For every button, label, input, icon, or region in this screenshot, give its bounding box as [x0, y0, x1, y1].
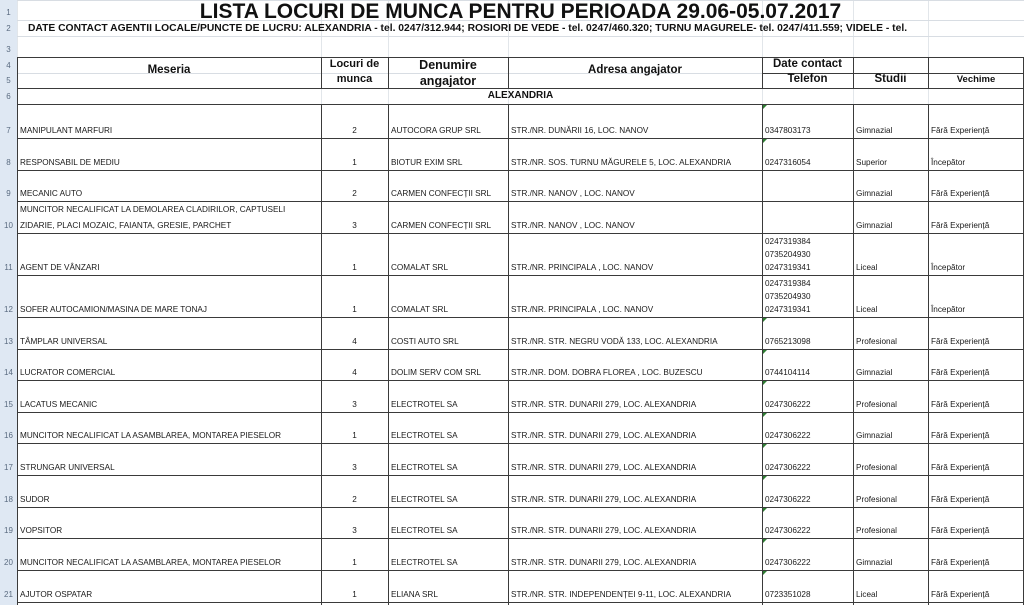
number-as-text-indicator-icon: [763, 571, 767, 575]
cell-vechime[interactable]: Fără Experiență: [931, 463, 990, 472]
cell-angajator[interactable]: ELECTROTEL SA: [391, 558, 458, 567]
header-adresa[interactable]: Adresa angajator: [588, 64, 682, 76]
cell-locuri[interactable]: 1: [352, 158, 357, 167]
cell-adresa[interactable]: STR./NR. STR. DUNARII 279, LOC. ALEXANDRIA: [511, 558, 697, 567]
cell-locuri[interactable]: 1: [352, 590, 357, 599]
cell-angajator[interactable]: CARMEN CONFECȚII SRL: [391, 221, 492, 230]
cell-locuri[interactable]: 4: [352, 337, 357, 346]
row-number[interactable]: 13: [4, 337, 13, 346]
cell-vechime[interactable]: Fără Experiență: [931, 590, 990, 599]
cell-studii[interactable]: Gimnazial: [856, 221, 893, 230]
table-border: [17, 104, 18, 605]
cell-locuri[interactable]: 2: [352, 189, 357, 198]
cell-locuri[interactable]: 1: [352, 263, 357, 272]
cell-studii[interactable]: Profesional: [856, 495, 897, 504]
cell-locuri[interactable]: 2: [352, 126, 357, 135]
number-as-text-indicator-icon: [763, 539, 767, 543]
cell-meseria[interactable]: SOFER AUTOCAMION/MASINA DE MARE TONAJ: [20, 305, 207, 314]
cell-vechime[interactable]: Începător: [931, 305, 966, 314]
cell-studii[interactable]: Liceal: [856, 263, 878, 272]
cell-angajator[interactable]: ELECTROTEL SA: [391, 526, 458, 535]
cell-vechime[interactable]: Începător: [931, 158, 966, 167]
cell-angajator[interactable]: COSTI AUTO SRL: [391, 337, 459, 346]
cell-meseria[interactable]: STRUNGAR UNIVERSAL: [20, 463, 115, 472]
number-as-text-indicator-icon: [763, 476, 767, 480]
cell-angajator[interactable]: ELECTROTEL SA: [391, 400, 458, 409]
cell-locuri[interactable]: 3: [352, 221, 357, 230]
cell-locuri[interactable]: 3: [352, 526, 357, 535]
number-as-text-indicator-icon: [763, 105, 767, 109]
number-as-text-indicator-icon: [763, 413, 767, 417]
cell-vechime[interactable]: Începător: [931, 263, 966, 272]
cell-angajator[interactable]: BIOTUR EXIM SRL: [391, 158, 463, 167]
cell-studii[interactable]: Gimnazial: [856, 368, 893, 377]
header-telefon[interactable]: Telefon: [787, 73, 828, 85]
row-number[interactable]: 20: [4, 558, 13, 567]
table-border: [17, 138, 1024, 139]
row-number[interactable]: 6: [6, 92, 11, 101]
row-number[interactable]: 3: [6, 45, 11, 54]
table-border: [17, 349, 1024, 350]
cell-studii[interactable]: Profesional: [856, 337, 897, 346]
cell-adresa[interactable]: STR./NR. STR. DUNARII 279, LOC. ALEXANDRIA: [511, 431, 697, 440]
table-border: [762, 104, 763, 605]
cell-adresa[interactable]: STR./NR. STR. DUNARII 279, LOC. ALEXANDRIA: [511, 526, 697, 535]
row-number[interactable]: 1: [6, 8, 11, 17]
cell-meseria[interactable]: MUNCITOR NECALIFICAT LA ASAMBLAREA, MONTAREA PIESELOR: [20, 558, 282, 567]
table-border: [17, 170, 1024, 171]
cell-angajator[interactable]: ELECTROTEL SA: [391, 431, 458, 440]
cell-locuri[interactable]: 1: [352, 558, 357, 567]
cell-telefon[interactable]: 0247319384: [765, 279, 811, 288]
table-border: [17, 412, 1024, 413]
row-number[interactable]: 19: [4, 526, 13, 535]
header-locuri-line1[interactable]: Locuri de: [329, 58, 380, 70]
cell-meseria[interactable]: RESPONSABIL DE MEDIU: [20, 158, 120, 167]
cell-angajator[interactable]: AUTOCORA GRUP SRL: [391, 126, 481, 135]
table-border: [321, 104, 322, 605]
table-border: [17, 602, 1024, 603]
cell-meseria[interactable]: LACATUS MECANIC: [20, 400, 98, 409]
cell-meseria[interactable]: MANIPULANT MARFURI: [20, 126, 113, 135]
cell-vechime[interactable]: Fără Experiență: [931, 337, 990, 346]
contact-subtitle: DATE CONTACT AGENTII LOCALE/PUNCTE DE LUCRU: ALEXANDRIA - tel. 0247/312.944; ROSIORI DE VEDE - tel. 0247/460.320; TURNU MAGURELE- tel. 0247/411.559; VIDELE - tel.: [28, 23, 908, 34]
table-border: [508, 104, 509, 605]
table-border: [17, 201, 1024, 202]
cell-studii[interactable]: Gimnazial: [856, 189, 893, 198]
cell-angajator[interactable]: CARMEN CONFECȚII SRL: [391, 189, 492, 198]
table-border: [17, 538, 1024, 539]
table-border: [928, 104, 929, 605]
cell-studii[interactable]: Profesional: [856, 463, 897, 472]
number-as-text-indicator-icon: [763, 381, 767, 385]
cell-vechime[interactable]: Fără Experiență: [931, 495, 990, 504]
cell-telefon[interactable]: 0247319341: [765, 305, 811, 314]
cell-angajator[interactable]: ELECTROTEL SA: [391, 495, 458, 504]
cell-adresa[interactable]: STR./NR. STR. DUNARII 279, LOC. ALEXANDRIA: [511, 495, 697, 504]
cell-adresa[interactable]: STR./NR. DUNĂRII 16, LOC. NANOV: [511, 126, 649, 135]
cell-meseria[interactable]: AGENT DE VÂNZARI: [20, 263, 100, 272]
number-as-text-indicator-icon: [763, 508, 767, 512]
cell-telefon[interactable]: 0735204930: [765, 292, 811, 301]
cell-studii[interactable]: Gimnazial: [856, 431, 893, 440]
cell-angajator[interactable]: DOLIM SERV COM SRL: [391, 368, 481, 377]
cell-telefon[interactable]: 0744104114: [765, 368, 810, 377]
row-number[interactable]: 12: [4, 305, 13, 314]
number-as-text-indicator-icon: [763, 318, 767, 322]
cell-locuri[interactable]: 3: [352, 463, 357, 472]
cell-adresa[interactable]: STR./NR. STR. INDEPENDENȚEI 9-11, LOC. ALEXANDRIA: [511, 590, 732, 599]
cell-adresa[interactable]: STR./NR. PRINCIPALA , LOC. NANOV: [511, 263, 654, 272]
cell-studii[interactable]: Gimnazial: [856, 126, 893, 135]
cell-telefon[interactable]: 0247319384: [765, 237, 811, 246]
row-number[interactable]: 10: [4, 221, 13, 230]
row-number[interactable]: 14: [4, 368, 13, 377]
cell-vechime[interactable]: Fără Experiență: [931, 526, 990, 535]
number-as-text-indicator-icon: [763, 444, 767, 448]
row-number[interactable]: 2: [6, 24, 11, 33]
cell-telefon[interactable]: 0247306222: [765, 400, 811, 409]
table-border: [17, 57, 1024, 58]
cell-studii[interactable]: Profesional: [856, 526, 897, 535]
cell-locuri[interactable]: 4: [352, 368, 357, 377]
cell-vechime[interactable]: Fără Experiență: [931, 431, 990, 440]
cell-studii[interactable]: Liceal: [856, 590, 878, 599]
cell-vechime[interactable]: Fără Experiență: [931, 126, 990, 135]
cell-meseria[interactable]: MECANIC AUTO: [20, 189, 83, 198]
cell-adresa[interactable]: STR./NR. STR. DUNARII 279, LOC. ALEXANDRIA: [511, 400, 697, 409]
cell-vechime[interactable]: Fără Experiență: [931, 368, 990, 377]
cell-studii[interactable]: Superior: [856, 158, 887, 167]
cell-telefon[interactable]: 0247306222: [765, 431, 811, 440]
row-number[interactable]: 18: [4, 495, 13, 504]
cell-adresa[interactable]: STR./NR. DOM. DOBRA FLOREA , LOC. BUZESCU: [511, 368, 703, 377]
table-border: [17, 380, 1024, 381]
cell-meseria[interactable]: VOPSITOR: [20, 526, 63, 535]
cell-meseria[interactable]: AJUTOR OSPATAR: [20, 590, 93, 599]
row-number[interactable]: 11: [4, 263, 13, 272]
header-meseria[interactable]: Meseria: [147, 64, 191, 76]
cell-telefon[interactable]: 0247306222: [765, 463, 811, 472]
cell-meseria[interactable]: MUNCITOR NECALIFICAT LA DEMOLAREA CLADIRILOR, CAPTUSELI: [20, 205, 286, 214]
cell-studii[interactable]: Profesional: [856, 400, 897, 409]
cell-telefon[interactable]: 0247306222: [765, 495, 811, 504]
cell-locuri[interactable]: 3: [352, 400, 357, 409]
cell-telefon[interactable]: 0723351028: [765, 590, 811, 599]
cell-adresa[interactable]: STR./NR. NANOV , LOC. NANOV: [511, 221, 635, 230]
cell-telefon[interactable]: 0247306222: [765, 526, 811, 535]
cell-telefon[interactable]: 0765213098: [765, 337, 811, 346]
header-denumire-line2[interactable]: angajator: [419, 74, 477, 87]
table-border: [853, 104, 854, 605]
number-as-text-indicator-icon: [763, 139, 767, 143]
cell-locuri[interactable]: 1: [352, 305, 357, 314]
header-vechime[interactable]: Vechime: [956, 74, 996, 85]
table-border: [17, 233, 1024, 234]
row-header-column[interactable]: [0, 0, 18, 605]
row-number[interactable]: 15: [4, 400, 13, 409]
cell-adresa[interactable]: STR./NR. PRINCIPALA , LOC. NANOV: [511, 305, 654, 314]
table-border: [17, 104, 1024, 105]
cell-meseria[interactable]: LUCRATOR COMERCIAL: [20, 368, 116, 377]
cell-vechime[interactable]: Fără Experiență: [931, 189, 990, 198]
cell-angajator[interactable]: ELECTROTEL SA: [391, 463, 458, 472]
table-border: [17, 275, 1024, 276]
table-border: [17, 317, 1024, 318]
cell-meseria[interactable]: TÂMPLAR UNIVERSAL: [20, 337, 108, 346]
cell-angajator[interactable]: COMALAT SRL: [391, 305, 449, 314]
row-number[interactable]: 9: [6, 189, 11, 198]
cell-studii[interactable]: Liceal: [856, 305, 878, 314]
cell-meseria[interactable]: ZIDARIE, PLACI MOZAIC, FAIANTA, GRESIE, PARCHET: [20, 221, 232, 230]
cell-adresa[interactable]: STR./NR. NANOV , LOC. NANOV: [511, 189, 635, 198]
table-border: [17, 570, 1024, 571]
cell-telefon[interactable]: 0347803173: [765, 126, 811, 135]
row-number[interactable]: 17: [4, 463, 13, 472]
cell-vechime[interactable]: Fără Experiență: [931, 400, 990, 409]
cell-adresa[interactable]: STR./NR. SOS. TURNU MĂGURELE 5, LOC. ALEXANDRIA: [511, 158, 732, 167]
cell-telefon[interactable]: 0247316054: [765, 158, 811, 167]
table-border: [388, 104, 389, 605]
number-as-text-indicator-icon: [763, 350, 767, 354]
cell-telefon[interactable]: 0247306222: [765, 558, 811, 567]
cell-vechime[interactable]: Fără Experiență: [931, 221, 990, 230]
row-number[interactable]: 8: [6, 158, 11, 167]
cell-studii[interactable]: Gimnazial: [856, 558, 893, 567]
row-number[interactable]: 7: [6, 126, 11, 135]
row-number[interactable]: 21: [4, 590, 13, 599]
cell-telefon[interactable]: 0735204930: [765, 250, 811, 259]
cell-locuri[interactable]: 2: [352, 495, 357, 504]
cell-meseria[interactable]: MUNCITOR NECALIFICAT LA ASAMBLAREA, MONTAREA PIESELOR: [20, 431, 282, 440]
cell-meseria[interactable]: SUDOR: [20, 495, 50, 504]
header-studii[interactable]: Studii: [874, 73, 907, 85]
table-border: [17, 443, 1024, 444]
cell-angajator[interactable]: COMALAT SRL: [391, 263, 449, 272]
cell-vechime[interactable]: Fără Experiență: [931, 558, 990, 567]
cell-telefon[interactable]: 0247319341: [765, 263, 811, 272]
row-number[interactable]: 4: [6, 61, 11, 70]
cell-angajator[interactable]: ELIANA SRL: [391, 590, 438, 599]
sheet-title: LISTA LOCURI DE MUNCA PENTRU PERIOADA 29.06-05.07.2017: [199, 0, 842, 23]
row-number[interactable]: 5: [6, 76, 11, 85]
table-border: [17, 475, 1024, 476]
table-border: [17, 507, 1024, 508]
cell-adresa[interactable]: STR./NR. STR. DUNARII 279, LOC. ALEXANDRIA: [511, 463, 697, 472]
header-date-contact[interactable]: Date contact: [772, 58, 843, 70]
section-alexandria[interactable]: ALEXANDRIA: [487, 90, 554, 101]
row-number[interactable]: 16: [4, 431, 13, 440]
cell-locuri[interactable]: 1: [352, 431, 357, 440]
cell-adresa[interactable]: STR./NR. STR. NEGRU VODĂ 133, LOC. ALEXANDRIA: [511, 337, 718, 346]
header-denumire-line1[interactable]: Denumire: [419, 58, 477, 72]
header-locuri-line2[interactable]: munca: [336, 73, 373, 85]
